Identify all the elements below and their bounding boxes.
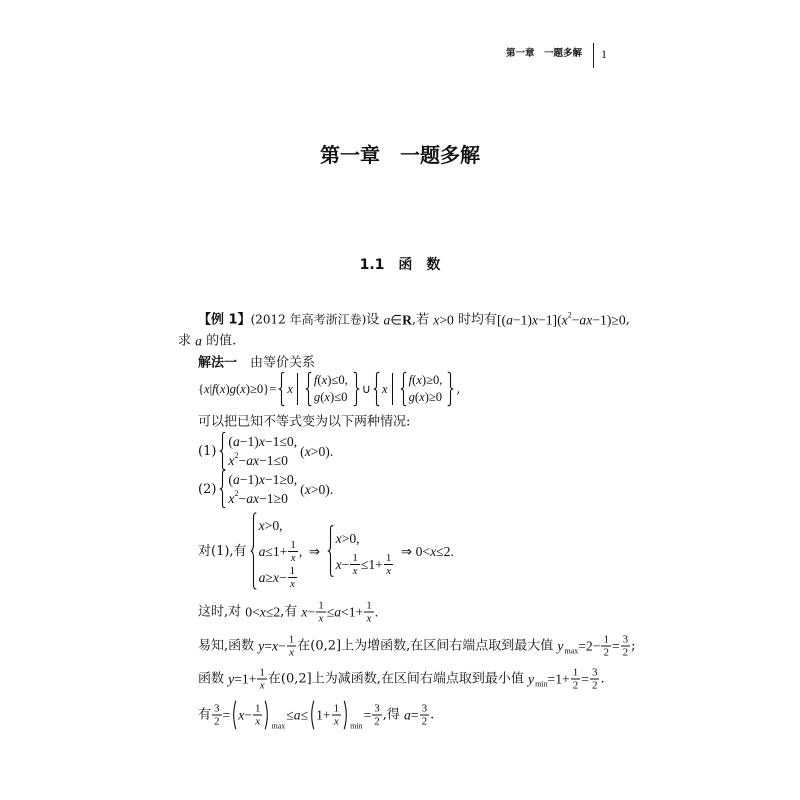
math-variable: x [258,434,265,449]
math-variable: a [195,333,202,349]
math-expression: = [363,707,372,723]
superscript: 2 [567,310,572,319]
left-brace [278,372,285,406]
parenthesized-group [309,701,362,730]
left-brace-glyph [373,372,380,406]
math-variable: a [404,707,411,723]
math-expression: f(x)≤0, [313,373,348,387]
math-expression: x>0, [335,530,360,546]
fraction [621,634,631,659]
math-expression: . [374,604,379,620]
left-brace-glyph [219,470,226,508]
math-variable: x [304,443,311,459]
math-variable: x [258,517,265,533]
example-statement-line [198,312,630,329]
subscript: min [350,721,363,731]
text-run: . [430,707,435,723]
math-expression: a≤1+ [258,543,288,559]
case-one-deduction [198,512,454,590]
fraction-numerator: 1 [572,666,579,679]
case-rows [334,525,395,577]
fraction-denominator [288,551,298,564]
right-paren-stroke [266,701,268,729]
set-builder [278,372,359,406]
fraction [287,634,297,659]
math-variable: x [433,312,440,328]
fraction-denominator: 2 [572,679,579,692]
math-expression: g(x)≤0 [313,390,348,404]
left-paren-glyph [231,701,237,730]
math-variable: a [506,312,513,328]
fraction-numerator: 3 [214,702,220,715]
case-row [409,372,443,389]
math-expression: = [581,671,589,687]
fraction [212,703,222,728]
conclusion-line [198,701,434,730]
math-variable: x [318,612,324,625]
case-row [259,564,303,590]
left-paren-stroke [234,701,236,729]
set-builder [373,372,454,406]
header-divider [593,43,594,68]
fraction [350,552,360,577]
left-brace-glyph [305,372,312,406]
right-brace-glyph [447,372,454,406]
left-paren [231,701,237,730]
left-brace [400,372,407,406]
math-expression [382,381,388,398]
parenthesized-group [231,701,285,730]
right-paren-glyph [264,701,270,730]
text-run: 易知,函数 [198,638,259,654]
math-variable: a [579,312,587,328]
left-brace-glyph [250,512,257,590]
math-variable: a [246,491,254,506]
left-brace [305,372,312,406]
math-variable: y [258,638,265,654]
math-variable: x [253,453,260,468]
math-expression: =2− [578,638,601,654]
left-brace-stroke [327,526,333,577]
fraction-numerator: 1 [603,633,609,646]
math-expression: = [611,638,620,654]
math-expression: =1+ [547,671,570,687]
left-brace [219,470,226,508]
math-expression: −ax−1≥0 [238,491,288,506]
left-paren-stroke [312,701,314,729]
math-variable: x [352,564,358,577]
fraction-denominator [316,612,326,625]
math-variable: a [246,453,254,468]
solution-heading [198,355,315,372]
fraction-denominator: 2 [603,646,609,659]
math-expression: (a−1)x−1≥0, [228,472,298,487]
right-brace-stroke [353,372,359,405]
fraction-denominator [257,679,267,692]
parentheses [309,701,349,730]
math-variable: x [531,312,539,328]
left-brace-stroke [220,470,226,507]
text-run: 设 [366,312,384,328]
math-variable: x [386,564,392,577]
math-expression: y=x− [258,638,286,654]
math-variable: x [416,373,422,387]
math-variable: a [258,543,266,559]
math-variable: x [240,381,246,396]
left-brace [219,432,226,470]
math-variable: x [382,381,388,396]
case-system [219,470,297,508]
math-variable: x [289,577,295,590]
case-system [400,372,443,406]
set-equivalence-formula [198,372,460,406]
text-run: 求 [178,333,196,349]
case-rows [226,470,297,508]
text-run: ,有 [280,604,302,620]
math-variable: x [259,604,266,620]
math-variable: x [253,491,260,506]
fraction-denominator: 2 [214,715,220,728]
fraction [332,703,342,728]
parenthesized-content [237,701,264,730]
parenthesized-content [315,701,343,730]
text-run: 有 [198,707,212,723]
math-variable: f [212,381,216,396]
case-system [250,512,303,590]
math-expression: (a−1)x−1≤0, [228,434,298,449]
left-brace [327,525,334,577]
math-expression: {x|f(x)g(x)≥0}= [198,381,277,396]
text-run: . [600,671,605,687]
math-variable: x [335,556,342,572]
math-variable: x [258,472,265,487]
fraction [288,539,298,564]
case-rows [226,432,297,470]
text-run: (1) [198,443,217,459]
math-variable: x [324,390,331,404]
fraction [601,634,611,659]
right-brace [447,372,454,406]
case-row [259,512,303,538]
math-expression: −ax−1)≥0 [571,312,626,328]
math-expression: y=1+ [228,671,257,687]
fraction-numerator: 1 [385,551,392,564]
math-expression: 0<x≤2 [245,604,281,620]
such-that-bar [297,373,298,405]
math-variable: x [419,390,425,404]
fraction-numerator: 1 [288,633,295,646]
text-run: 函数 [198,671,229,687]
math-variable: x [366,612,372,625]
math-variable: a [232,434,240,449]
fraction [288,565,298,590]
math-expression: = [222,707,231,723]
math-expression: f(x)≥0, [408,373,443,387]
text-run: 这时,对 [198,604,246,620]
case-row [228,451,297,470]
right-paren-stroke [344,701,346,729]
fraction-numerator: 3 [622,633,629,646]
cases-intro-text [198,414,410,431]
fraction-numerator: 1 [259,666,265,679]
fraction-denominator: 2 [421,715,428,728]
math-expression: ⇒ [305,543,324,559]
math-expression: ∪ [361,381,371,396]
text-run: (2) [198,481,217,497]
case-row [336,551,395,577]
left-brace-glyph [400,372,407,406]
left-brace-stroke [306,372,312,405]
case-one-system [198,432,333,470]
math-expression: 1+ [316,707,331,723]
left-paren-glyph [309,701,315,730]
math-expression: x− [301,604,316,620]
fraction [364,600,374,625]
real-numbers-symbol: R [402,312,413,328]
fraction-denominator [332,715,342,728]
math-expression: x>0, [258,517,283,533]
left-brace-stroke [279,372,285,405]
fraction-numerator: 1 [289,564,296,577]
fraction-denominator [364,612,374,625]
fraction-numerator: 1 [318,599,324,612]
case-row [336,525,395,551]
fraction-denominator [287,646,297,659]
math-variable: f [408,373,413,387]
text-run: , [625,312,630,328]
subscript: max [271,721,286,731]
math-variable: x [321,373,328,387]
math-variable: x [290,551,296,564]
case-system [219,432,297,470]
math-variable: x [586,312,593,328]
fraction-denominator: 2 [622,646,629,659]
left-brace-stroke [220,432,226,469]
math-expression: x− [335,556,350,572]
math-variable: x [289,646,294,659]
text-run: 的值. [201,333,237,349]
fraction-denominator: 2 [591,679,598,692]
fraction [590,667,600,692]
math-expression: x>0 [433,312,454,328]
math-expression: x− [238,707,252,723]
text-run: 在(0,2]上为减函数,在区间右端点取到最小值 [267,671,529,687]
fraction [257,667,267,692]
case-row [409,389,443,406]
right-paren [343,701,349,730]
math-variable: a [383,312,391,328]
right-paren-glyph [343,701,349,730]
page-number: 1 [601,47,607,61]
math-expression [557,638,563,655]
left-brace-stroke [400,372,406,405]
bold-label: 解法一 [198,355,238,371]
math-expression: ≤a<1+ [326,604,364,620]
case-system [327,525,395,577]
set-builder-content [285,372,352,406]
left-brace-glyph [327,525,334,577]
math-variable: x [287,381,293,396]
math-expression: , [298,543,303,559]
text-run: 时均有 [453,312,497,328]
math-variable: x [335,530,342,546]
fraction-numerator: 3 [374,702,380,715]
fraction-numerator: 1 [290,538,296,551]
left-paren [309,701,315,730]
right-paren [264,701,270,730]
text-run: ,若 [412,312,434,328]
example-statement-continuation [178,333,236,350]
text-run: 可以把已知不等式变为以下两种情况: [198,414,411,430]
fraction-numerator: 1 [254,702,261,715]
left-brace-glyph [278,372,285,406]
math-variable: a [334,604,342,620]
fraction [384,552,394,577]
math-variable: a [293,707,301,723]
math-expression: a∈R [383,312,413,328]
text-run: , [456,381,461,396]
math-variable: x [430,543,437,559]
case-row [314,372,348,389]
case-two-system [198,470,333,508]
case-row [228,489,297,508]
math-variable: x [304,481,311,497]
math-variable: x [259,679,265,692]
fraction-numerator: 3 [421,702,428,715]
math-variable: y [228,671,235,687]
math-variable: x [333,715,339,728]
bold-label: 【例 1】 [198,312,251,328]
math-expression: ≤a≤ [286,707,309,723]
section-title: 1.1 函 数 [359,257,441,273]
case-row [228,470,297,489]
math-variable: a [258,569,266,585]
set-builder-content [380,372,447,406]
math-variable: x [219,381,226,396]
fraction [316,600,326,625]
such-that-bar [392,373,393,405]
fraction-numerator: 1 [352,551,358,564]
math-variable: g [313,390,321,404]
left-brace-glyph [219,432,226,470]
math-expression [287,381,293,398]
fraction-denominator [384,564,394,577]
math-variable: f [313,373,318,387]
range-statement-line [198,600,378,625]
math-variable: x [561,312,568,328]
math-variable: x [272,569,279,585]
text-run: 由等价关系 [237,355,316,371]
math-variable: x [255,715,261,728]
math-expression: a= [404,707,419,723]
math-expression: (x>0). [300,443,334,459]
right-brace-glyph [353,372,360,406]
math-expression: (x>0). [300,481,334,497]
chapter-title: 第一章 一题多解 [320,143,480,167]
case-system [305,372,348,406]
math-expression: ⇒ 0<x≤2. [397,543,454,559]
left-brace-stroke [250,513,256,589]
subscript: max [564,646,579,655]
math-variable: y [557,638,564,654]
text-run: ; [631,638,636,654]
increasing-function-line [198,634,636,659]
math-expression [195,333,202,350]
math-variable: x [204,381,210,396]
fraction-numerator: 1 [366,599,372,612]
fraction-denominator: 2 [374,715,380,728]
case-row [259,538,303,564]
fraction-numerator: 3 [591,666,598,679]
case-row [228,432,297,451]
fraction [372,703,382,728]
left-brace [250,512,257,590]
fraction-denominator [288,577,298,590]
fraction-numerator: 1 [333,702,340,715]
case-rows [257,512,303,590]
fraction [420,703,430,728]
math-expression [528,671,534,688]
case-rows [407,372,443,406]
fraction [571,667,581,692]
case-row [314,389,348,406]
math-variable: g [229,381,236,396]
math-expression: g(x)≥0 [408,390,443,404]
text-run: 在(0,2]上为增函数,在区间右端点取到最大值 [297,638,558,654]
superscript: 2 [234,450,239,460]
running-header-title: 第一章 一题多解 [506,48,583,59]
right-brace-stroke [448,372,454,405]
text-run: ,得 [382,707,405,723]
left-brace [373,372,380,406]
fraction-denominator [253,715,263,728]
fraction [253,703,263,728]
math-expression: −ax−1≤0 [238,453,288,468]
math-expression: a≥x− [258,569,287,585]
math-expression: [(a−1)x−1](x [497,312,568,328]
superscript: 2 [234,488,239,498]
math-expression: ≤1+ [360,556,383,572]
parentheses [231,701,270,730]
math-variable: x [272,638,279,654]
fraction-denominator [350,564,360,577]
math-variable: x [301,604,308,620]
math-variable: y [528,671,535,687]
right-brace [353,372,360,406]
math-variable: x [228,491,235,506]
source-note: (2012 年高考浙江卷) [250,312,367,327]
math-variable: x [238,707,245,723]
math-variable: g [408,390,415,404]
case-rows [312,372,348,406]
subscript: min [535,679,548,688]
decreasing-function-line [198,667,605,692]
left-brace-stroke [374,372,380,405]
math-variable: a [232,472,240,487]
math-variable: x [228,453,235,468]
text-run: 对(1),有 [198,543,247,559]
